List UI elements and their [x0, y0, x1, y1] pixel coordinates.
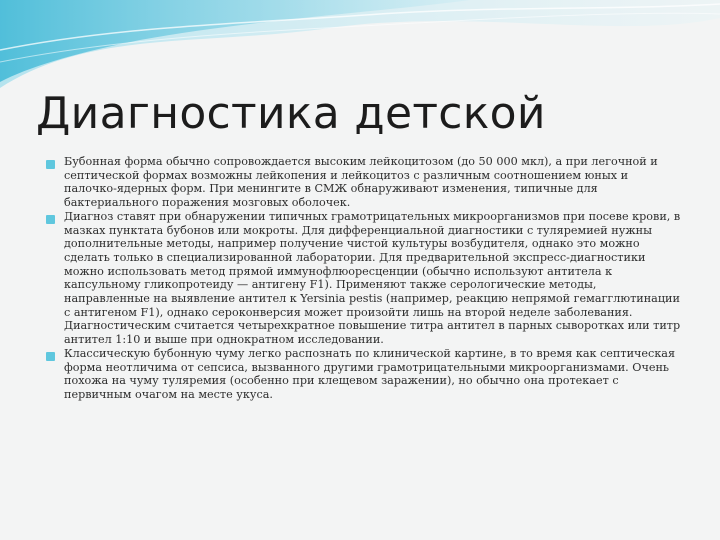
bullet-text: Бубонная форма обычно сопровождается высоким лейкоцитозом (до 50 000 мкл), а при легочной и септической формах возможны лейкопения и лейкоцитоз с различным соотношением юных и палочко-ядерных форм. При менингите в СМЖ обнаруживают изменения, типичные для бактериального поражения мозговых оболочек. [64, 155, 658, 210]
slide-title: Диагностика детской [36, 88, 546, 139]
list-item [44, 155, 684, 210]
bullet-list [44, 155, 684, 402]
list-item [44, 210, 684, 347]
bullet-text: Диагноз ставят при обнаружении типичных грамотрицательных микроорганизмов при посеве крови, в мазках пунктата бубонов или мокроты. Для дифференциальной диагностики с туляремией нужны дополнительные методы, например получение чистой культуры возбудителя, однако это можно сделать только в специализированной лаборатории. Для предварительной экспресс-диагностики можно использовать метод прямой иммунофлюоресценции (обычно используют антитела к капсульному гликопротеиду — антигену F1). Применяют также серологические методы, направленные на выявление антител к Yersinia pestis (например, реакцию непрямой гемагглютинации с антигеном F1), однако сероконверсия может произойти лишь на второй неделе заболевания. Диагностическим считается четырехкратное повышение титра антител в парных сыворотках или титр антител 1:10 и выше при однократном исследовании. [64, 209, 681, 347]
bullet-text: Классическую бубонную чуму легко распознать по клинической картине, в то время как септическая форма неотличима от сепсиса, вызванного другими грамотрицательными микроорганизмами. Очень похожа на чуму туляремия (особенно при клещевом заражении), но обычно она протекает с первичным очагом на месте укуса. [64, 346, 676, 401]
list-item [44, 347, 684, 402]
bullet-square-icon [46, 160, 55, 169]
bullet-square-icon [46, 215, 55, 224]
bullet-square-icon [46, 352, 55, 361]
